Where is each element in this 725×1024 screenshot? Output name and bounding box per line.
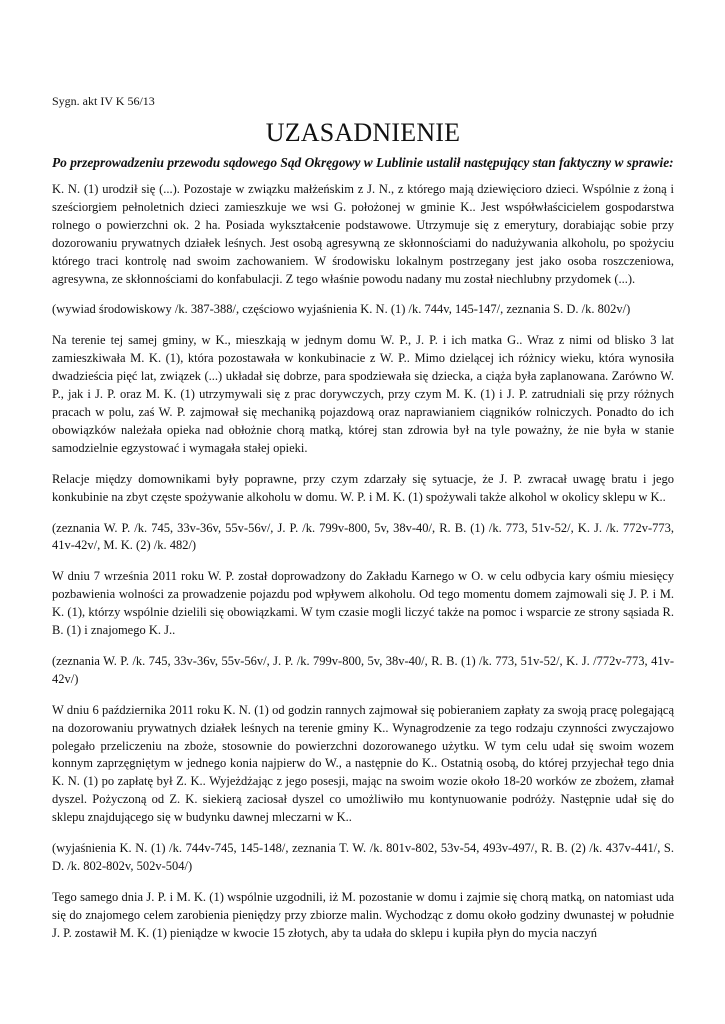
- case-number: Sygn. akt IV K 56/13: [52, 94, 155, 108]
- paragraph-household: Na terenie tej samej gminy, w K., mieszkają w jednym domu W. P., J. P. i ich matka G.. Wraz z nimi od blisko 3 lat zamieszkiwała M. K. (1), która pozostawała w konkubinacie z W. P.. Mimo dzielącej ich różnicy wieku, która wynosiła dwadzieścia pięć lat, związek (...) układał się dobrze, para spodziewała się dziecka, a ciąża była zaplanowana. Zarówno W. P., jak i J. P. oraz M. K. (1) utrzymywali się z prac dorywczych, przy czym M. K. (1) i J. P. zatrudniali się przy różnych pracach w polu, zaś W. P. zajmował się mechaniką pojazdową oraz naprawianiem ciągników rolniczych. Ponadto do ich obowiązków należała opieka nad obłożnie chorą matką, której stan zdrowia był na tyle poważny, że nie była w stanie samodzielnie egzystować i wymagała stałej opieki.: [52, 333, 674, 455]
- intro-statement: Po przeprowadzeniu przewodu sądowego Sąd Okręgowy w Lublinie ustalił następujący stan faktyczny w sprawie:: [52, 155, 674, 170]
- evidence-citation: (zeznania W. P. /k. 745, 33v-36v, 55v-56v/, J. P. /k. 799v-800, 5v, 38v-40/, R. B. (1) /k. 773, 51v-52/, K. J. /k. 772v-773, 41v-42v/, M. K. (2) /k. 482/): [52, 520, 674, 553]
- document-page: [52, 93, 674, 943]
- paragraph-relations: Relacje między domownikami były poprawne, przy czym zdarzały się sytuacje, że J. P. zwracał uwagę bratu i jego konkubinie na zbyt częste spożywanie alkoholu w domu. W. P. i M. K. (1) spożywali także alkohol w okolicy sklepu w K..: [52, 471, 674, 504]
- paragraph-october-events: W dniu 6 października 2011 roku K. N. (1) od godzin rannych zajmował się pobieraniem zapłaty za swoją pracę polegającą na dozorowaniu prywatnych działek leśnych na terenie gminy K.. Wynagrodzenie za tego rodzaju czynności zwyczajowo polegało przeliczeniu na zboże, stosownie do powierzchni dozorowanego użytku. W tym celu udał się swoim wozem konnym zaprzęgniętym w jednego konia najpierw do W., a następnie do K.. Ostatnią osobą, do której przyjechał tego dnia K. N. (1) po zapłatę był Z. K.. Wyjeżdżając z jego posesji, mając na swoim wozie około 18-20 worków ze zbożem, złamał dyszel. Pożyczoną od Z. K. siekierą zaciosał dyszel co umożliwiło mu kontynuowanie podróży. Następnie udał się do sklepu znajdującego się w budynku dawnej mleczarni w K..: [52, 702, 674, 825]
- evidence-citation: (wywiad środowiskowy /k. 387-388/, częściowo wyjaśnienia K. N. (1) /k. 744v, 145-147/, zeznania S. D. /k. 802v/): [52, 302, 631, 317]
- evidence-citation: (wyjaśnienia K. N. (1) /k. 744v-745, 145-148/, zeznania T. W. /k. 801v-802, 53v-54, 493v-497/, R. B. (2) /k. 437v-441/, S. D. /k. 802-802v, 502v-504/): [52, 841, 674, 873]
- paragraph-imprisonment: W dniu 7 września 2011 roku W. P. został doprowadzony do Zakładu Karnego w O. w celu odbycia kary ośmiu miesięcy pozbawienia wolności za prowadzenie pojazdu pod wpływem alkoholu. Od tego momentu domem zajmowali się J. P. i M. K. (1), którzy wspólnie dzielili się obowiązkami. W tym czasie mogli liczyć także na pomoc i wsparcie ze strony sąsiada R. B. (1) i znajomego K. J..: [52, 569, 674, 638]
- evidence-citation: (zeznania W. P. /k. 745, 33v-36v, 55v-56v/, J. P. /k. 799v-800, 5v, 38v-40/, R. B. (1) /k. 773, 51v-52/, K. J. /772v-773, 41v-42v/): [52, 653, 674, 686]
- paragraph-defendant-background: K. N. (1) urodził się (...). Pozostaje w związku małżeńskim z J. N., z którego mają dziewięcioro dzieci. Wspólnie z żoną i sześciorgiem pełnoletnich dzieci zamieszkuje we wsi G. położonej w gminie K.. Jest współwłaścicielem gospodarstwa rolnego o powierzchni ok. 2 ha. Posiada wykształcenie podstawowe. Utrzymuje się z emerytury, dorabiając sobie przy dozorowaniu prywatnych działek leśnych. Jest osobą agresywną ze skłonnościami do nadużywania alkoholu, po spożyciu którego traci kontrolę nad swoim zachowaniem. W środowisku lokalnym postrzegany jest jako osoba roszczeniowa, agresywna, ze skłonnościami do konfabulacji. Z tego właśnie powodu nadany mu został niechlubny przydomek (...).: [52, 182, 674, 286]
- document-title: UZASADNIENIE: [265, 118, 461, 147]
- paragraph-same-day: Tego samego dnia J. P. i M. K. (1) wspólnie uzgodnili, iż M. pozostanie w domu i zajmie się chorą matką, on natomiast uda się do znajomego celem zarobienia pieniędzy przy zbiorze malin. Wychodząc z domu około godziny dwunastej w południe J. P. zostawił M. K. (1) pieniądze w kwocie 15 złotych, aby ta udała do sklepu i kupiła płyn do mycia naczyń: [52, 889, 674, 940]
